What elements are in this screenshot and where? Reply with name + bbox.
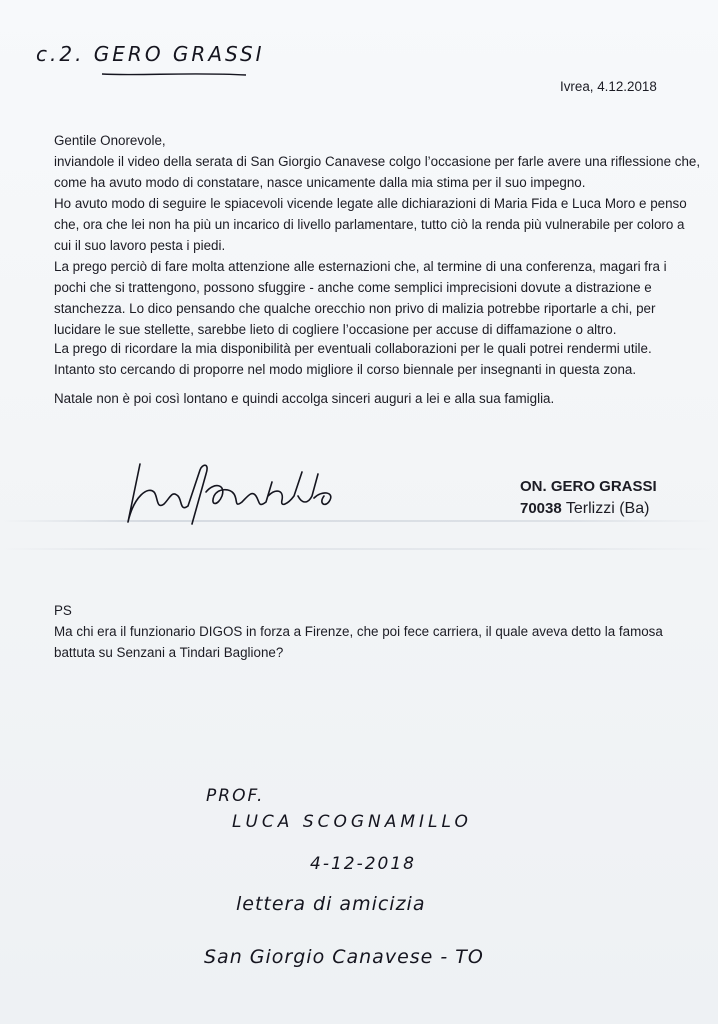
handwritten-note-line-5: San Giorgio Canavese - TO: [204, 946, 484, 968]
letter-body-paragraph-2: [54, 338, 674, 380]
body-line: pochi che si trattengono, possono sfuggire - anche come semplici imprecisioni dovute a distrazione e: [54, 280, 652, 295]
body-line: Ho avuto modo di seguire le spiacevoli vicende legate alle dichiarazioni di Maria Fida e Luca Moro e penso: [54, 196, 687, 211]
body-line: cui il suo lavoro pesta i piedi.: [54, 238, 226, 253]
body-line: La prego perciò di fare molta attenzione alle esternazioni che, al termine di una conferenza, magari fra i: [54, 259, 667, 274]
closing-line: Natale non è poi così lontano e quindi accolga sinceri auguri a lei e alla sua famiglia.: [54, 391, 555, 406]
recipient-address: [520, 500, 649, 518]
letter-body-paragraph-3: [54, 388, 674, 409]
handwritten-header: c.2. GERO GRASSI: [36, 42, 265, 66]
recipient-postcode: 70038: [520, 500, 562, 517]
body-line: La prego di ricordare la mia disponibilità per eventuali collaborazioni per le quali potrei rendermi utile.: [54, 341, 652, 356]
handwritten-note-line-1: PROF.: [206, 786, 265, 806]
postscript: [54, 600, 674, 663]
handwritten-note-line-2: LUCA SCOGNAMILLO: [232, 812, 472, 832]
paper-fold-line: [0, 548, 718, 550]
body-line: stanchezza. Lo dico pensando che qualche orecchio non privo di malizia potrebbe riportarle a chi, per: [54, 301, 656, 316]
body-line: inviandole il video della serata di San Giorgio Canavese colgo l’occasione per farle avere una riflessione che,: [54, 154, 701, 169]
body-line: Intanto sto cercando di proporre nel modo migliore il corso biennale per insegnanti in questa zona.: [54, 362, 637, 377]
handwritten-note-line-4: lettera di amicizia: [236, 893, 426, 915]
letter-date: Ivrea, 4.12.2018: [560, 79, 657, 94]
paper-fold-line: [0, 520, 718, 522]
postscript-line: battuta su Senzani a Tindari Baglione?: [54, 645, 284, 660]
signature-scribble: [118, 452, 348, 532]
postscript-label: PS: [54, 603, 72, 618]
greeting: Gentile Onorevole,: [54, 133, 166, 148]
postscript-line: Ma chi era il funzionario DIGOS in forza a Firenze, che poi fece carriera, il quale aveva detto la famosa: [54, 624, 663, 639]
handwritten-note-line-3: 4-12-2018: [310, 854, 416, 874]
body-line: lucidare le sue stellette, sarebbe lieto di cogliere l’occasione per accuse di diffamazione o altro.: [54, 322, 617, 337]
recipient-city: Terlizzi (Ba): [565, 500, 650, 517]
letter-body-paragraph-1: [54, 130, 701, 340]
recipient-name: ON. GERO GRASSI: [520, 478, 657, 495]
body-line: che, ora che lei non ha più un incarico di livello parlamentare, tutto ciò la renda più vulnerabile per coloro a: [54, 217, 685, 232]
header-underline: [100, 70, 250, 78]
body-line: come ha avuto modo di constatare, nasce unicamente dalla mia stima per il suo impegno.: [54, 175, 586, 190]
